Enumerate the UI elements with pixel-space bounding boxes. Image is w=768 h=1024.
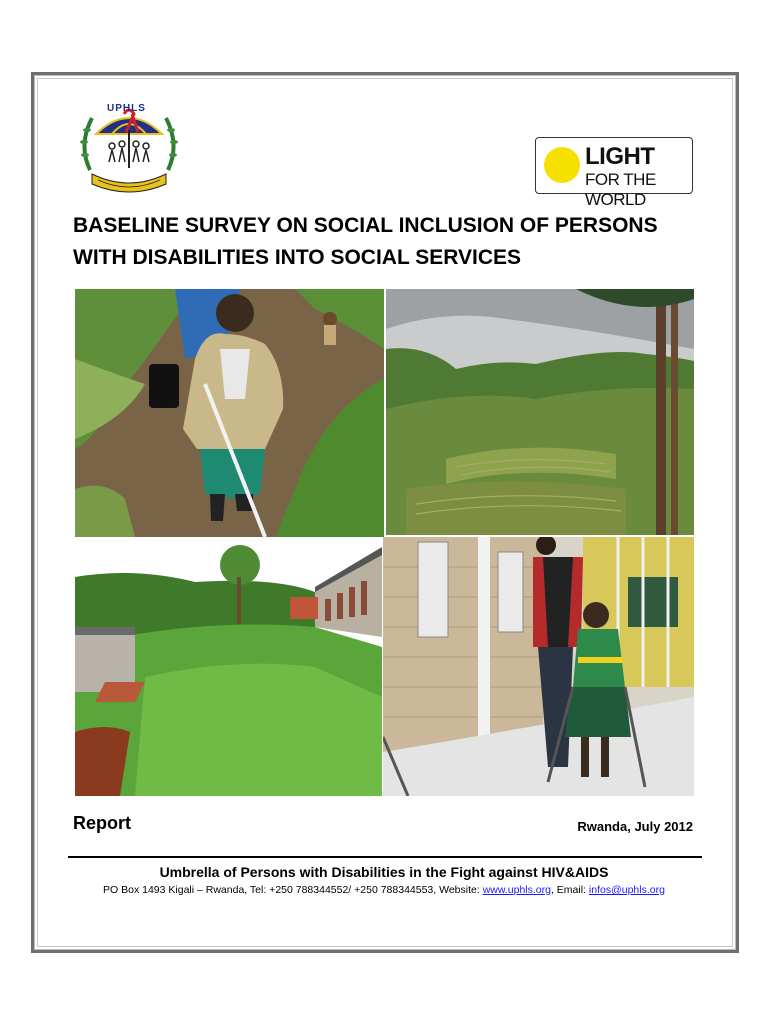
report-label: Report [73,813,131,833]
title-line-2: WITH DISABILITIES INTO SOCIAL SERVICES [73,246,522,269]
photo-grassy-slope-buildings [75,537,382,796]
photo-child-with-crutches [383,537,694,796]
title-line-1: BASELINE SURVEY ON SOCIAL INCLUSION OF PERSONS [73,214,658,237]
photo-man-with-white-cane [75,289,384,537]
report-date: Rwanda, July 2012 [577,819,693,834]
email-link[interactable]: infos@uphls.org [588,884,665,896]
uphls-logo [76,100,182,198]
contact-prefix: PO Box 1493 Kigali – Rwanda, Tel: +250 788344552/ +250 788344553, Website: [103,884,483,896]
report-title [73,210,697,274]
uphls-logo-text: UPHLS [107,103,146,114]
contact-details [40,884,728,896]
email-prefix: , Email: [550,884,589,896]
ltw-logo-line1: LIGHT [585,143,655,170]
sun-icon [544,147,580,183]
ltw-logo-line2: FOR THE WORLD [585,170,656,209]
light-for-the-world-logo [535,137,693,209]
website-link[interactable]: www.uphls.org [482,884,551,896]
divider-line [68,856,702,858]
photo-terraced-hills [386,289,694,535]
organization-name: Umbrella of Persons with Disabilities in the Fight against HIV&AIDS [159,864,609,880]
